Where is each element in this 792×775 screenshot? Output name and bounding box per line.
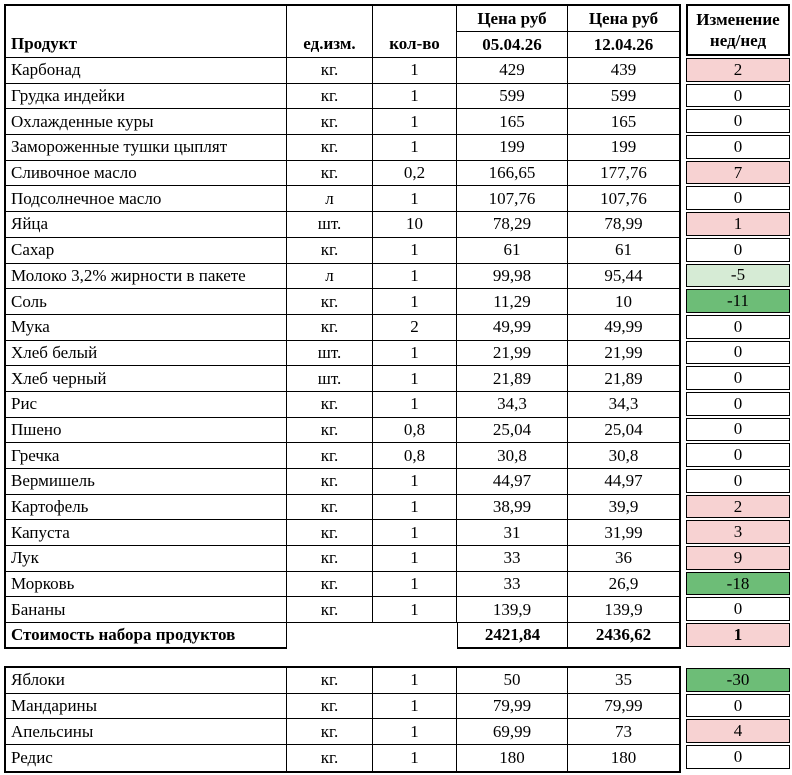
change-cell: 1	[686, 212, 790, 236]
change-cell: 3	[686, 520, 790, 544]
price2-cell: 36	[568, 546, 679, 572]
product-cell: Бананы	[6, 597, 287, 623]
header-date-1: 05.04.26	[457, 32, 568, 58]
price1-cell: 49,99	[457, 315, 568, 341]
header-change-line1: Изменение	[696, 9, 780, 29]
price2-cell: 35	[568, 668, 679, 694]
qty-cell: 1	[373, 186, 457, 212]
price2-cell: 95,44	[568, 264, 679, 290]
price2-cell: 39,9	[568, 495, 679, 521]
change-cell: 0	[686, 135, 790, 159]
qty-cell: 1	[373, 109, 457, 135]
qty-cell: 1	[373, 366, 457, 392]
price1-cell: 69,99	[457, 719, 568, 745]
price1-cell: 79,99	[457, 694, 568, 720]
change-cell: 0	[686, 238, 790, 262]
price2-cell: 139,9	[568, 597, 679, 623]
product-cell: Морковь	[6, 572, 287, 598]
qty-cell: 1	[373, 694, 457, 720]
qty-cell: 1	[373, 546, 457, 572]
total-label-cell: Стоимость набора продуктов	[6, 623, 287, 649]
qty-cell: 1	[373, 572, 457, 598]
header-unit: ед.изм.	[287, 6, 373, 58]
change-cell: 7	[686, 161, 790, 185]
qty-cell: 1	[373, 238, 457, 264]
unit-cell: кг.	[287, 668, 373, 694]
change-column-main	[686, 58, 790, 649]
product-cell: Вермишель	[6, 469, 287, 495]
unit-cell: шт.	[287, 212, 373, 238]
price1-cell: 30,8	[457, 443, 568, 469]
unit-cell: кг.	[287, 161, 373, 187]
total-empty-cell	[287, 623, 457, 649]
qty-cell: 1	[373, 520, 457, 546]
product-cell: Гречка	[6, 443, 287, 469]
unit-cell: кг.	[287, 469, 373, 495]
price2-cell: 165	[568, 109, 679, 135]
change-cell: 0	[686, 84, 790, 108]
price1-cell: 33	[457, 572, 568, 598]
price2-cell: 25,04	[568, 418, 679, 444]
qty-cell: 1	[373, 469, 457, 495]
product-cell: Апельсины	[6, 719, 287, 745]
change-cell: 0	[686, 341, 790, 365]
price1-cell: 199	[457, 135, 568, 161]
product-cell: Пшено	[6, 418, 287, 444]
product-cell: Рис	[6, 392, 287, 418]
product-cell: Мука	[6, 315, 287, 341]
price1-cell: 180	[457, 745, 568, 771]
price2-cell: 107,76	[568, 186, 679, 212]
change-column-extra	[686, 668, 790, 771]
product-cell: Молоко 3,2% жирности в пакете	[6, 264, 287, 290]
unit-cell: кг.	[287, 546, 373, 572]
change-cell: 0	[686, 418, 790, 442]
unit-cell: кг.	[287, 135, 373, 161]
header-price-label-1: Цена руб	[457, 6, 568, 32]
change-cell: 9	[686, 546, 790, 570]
unit-cell: кг.	[287, 597, 373, 623]
unit-cell: кг.	[287, 719, 373, 745]
change-cell: 2	[686, 495, 790, 519]
unit-cell: кг.	[287, 289, 373, 315]
change-cell: 1	[686, 623, 790, 647]
price2-cell: 21,99	[568, 341, 679, 367]
price2-cell: 49,99	[568, 315, 679, 341]
product-cell: Охлажденные куры	[6, 109, 287, 135]
extra-price-table	[4, 666, 681, 773]
price2-cell: 79,99	[568, 694, 679, 720]
product-cell: Лук	[6, 546, 287, 572]
unit-cell: кг.	[287, 315, 373, 341]
qty-cell: 1	[373, 495, 457, 521]
product-cell: Грудка индейки	[6, 84, 287, 110]
product-cell: Замороженные тушки цыплят	[6, 135, 287, 161]
unit-cell: кг.	[287, 495, 373, 521]
product-cell: Карбонад	[6, 58, 287, 84]
price2-cell: 26,9	[568, 572, 679, 598]
price2-cell: 439	[568, 58, 679, 84]
price2-cell: 199	[568, 135, 679, 161]
product-cell: Редис	[6, 745, 287, 771]
change-cell: 0	[686, 392, 790, 416]
price1-cell: 50	[457, 668, 568, 694]
qty-cell: 1	[373, 668, 457, 694]
price2-cell: 177,76	[568, 161, 679, 187]
header-change-line2: нед/нед	[709, 31, 767, 50]
change-cell: 0	[686, 366, 790, 390]
total-price1-cell: 2421,84	[457, 623, 568, 649]
unit-cell: кг.	[287, 520, 373, 546]
price2-cell: 21,89	[568, 366, 679, 392]
change-cell: 0	[686, 745, 790, 769]
price1-cell: 44,97	[457, 469, 568, 495]
change-cell: 4	[686, 719, 790, 743]
product-cell: Соль	[6, 289, 287, 315]
header-change-week	[686, 4, 790, 56]
price1-cell: 25,04	[457, 418, 568, 444]
price1-cell: 21,89	[457, 366, 568, 392]
unit-cell: кг.	[287, 418, 373, 444]
price1-cell: 99,98	[457, 264, 568, 290]
unit-cell: кг.	[287, 745, 373, 771]
price1-cell: 166,65	[457, 161, 568, 187]
change-cell: 2	[686, 58, 790, 82]
unit-cell: кг.	[287, 694, 373, 720]
price1-cell: 38,99	[457, 495, 568, 521]
price1-cell: 34,3	[457, 392, 568, 418]
unit-cell: кг.	[287, 58, 373, 84]
product-cell: Картофель	[6, 495, 287, 521]
change-cell: 0	[686, 186, 790, 210]
price2-cell: 73	[568, 719, 679, 745]
product-cell: Яблоки	[6, 668, 287, 694]
product-cell: Хлеб черный	[6, 366, 287, 392]
product-cell: Мандарины	[6, 694, 287, 720]
price2-cell: 44,97	[568, 469, 679, 495]
header-price-label-2: Цена руб	[568, 6, 679, 32]
qty-cell: 1	[373, 392, 457, 418]
product-cell: Капуста	[6, 520, 287, 546]
change-cell: 0	[686, 443, 790, 467]
price2-cell: 61	[568, 238, 679, 264]
header-qty: кол-во	[373, 6, 457, 58]
qty-cell: 1	[373, 84, 457, 110]
main-price-table	[4, 4, 681, 649]
qty-cell: 1	[373, 135, 457, 161]
price2-cell: 31,99	[568, 520, 679, 546]
product-cell: Сливочное масло	[6, 161, 287, 187]
change-cell: 0	[686, 694, 790, 718]
unit-cell: кг.	[287, 392, 373, 418]
price2-cell: 78,99	[568, 212, 679, 238]
change-cell: -11	[686, 289, 790, 313]
qty-cell: 10	[373, 212, 457, 238]
price1-cell: 599	[457, 84, 568, 110]
qty-cell: 1	[373, 745, 457, 771]
unit-cell: кг.	[287, 109, 373, 135]
qty-cell: 0,8	[373, 418, 457, 444]
qty-cell: 0,2	[373, 161, 457, 187]
unit-cell: л	[287, 264, 373, 290]
header-product: Продукт	[6, 6, 287, 58]
header-date-2: 12.04.26	[568, 32, 679, 58]
qty-cell: 1	[373, 264, 457, 290]
price1-cell: 139,9	[457, 597, 568, 623]
qty-cell: 1	[373, 597, 457, 623]
price2-cell: 599	[568, 84, 679, 110]
change-cell: 0	[686, 109, 790, 133]
price1-cell: 33	[457, 546, 568, 572]
product-cell: Подсолнечное масло	[6, 186, 287, 212]
qty-cell: 0,8	[373, 443, 457, 469]
qty-cell: 2	[373, 315, 457, 341]
qty-cell: 1	[373, 58, 457, 84]
price1-cell: 21,99	[457, 341, 568, 367]
price1-cell: 107,76	[457, 186, 568, 212]
change-cell: -18	[686, 572, 790, 596]
change-cell: 0	[686, 469, 790, 493]
price1-cell: 165	[457, 109, 568, 135]
product-cell: Яйца	[6, 212, 287, 238]
price2-cell: 30,8	[568, 443, 679, 469]
change-cell: 0	[686, 315, 790, 339]
price1-cell: 429	[457, 58, 568, 84]
unit-cell: л	[287, 186, 373, 212]
price1-cell: 78,29	[457, 212, 568, 238]
price1-cell: 31	[457, 520, 568, 546]
qty-cell: 1	[373, 289, 457, 315]
price1-cell: 11,29	[457, 289, 568, 315]
unit-cell: кг.	[287, 238, 373, 264]
unit-cell: кг.	[287, 443, 373, 469]
price2-cell: 180	[610, 747, 637, 767]
price2-cell: 34,3	[568, 392, 679, 418]
unit-cell: шт.	[287, 366, 373, 392]
change-cell: 0	[686, 597, 790, 621]
change-cell: -30	[686, 668, 790, 692]
change-cell: -5	[686, 264, 790, 288]
price1-cell: 61	[457, 238, 568, 264]
total-price2-cell: 2436,62	[568, 623, 679, 649]
unit-cell: кг.	[287, 84, 373, 110]
unit-cell: шт.	[287, 341, 373, 367]
unit-cell: кг.	[287, 572, 373, 598]
price2-cell: 10	[568, 289, 679, 315]
product-cell: Хлеб белый	[6, 341, 287, 367]
product-cell: Сахар	[6, 238, 287, 264]
qty-cell: 1	[373, 719, 457, 745]
qty-cell: 1	[373, 341, 457, 367]
